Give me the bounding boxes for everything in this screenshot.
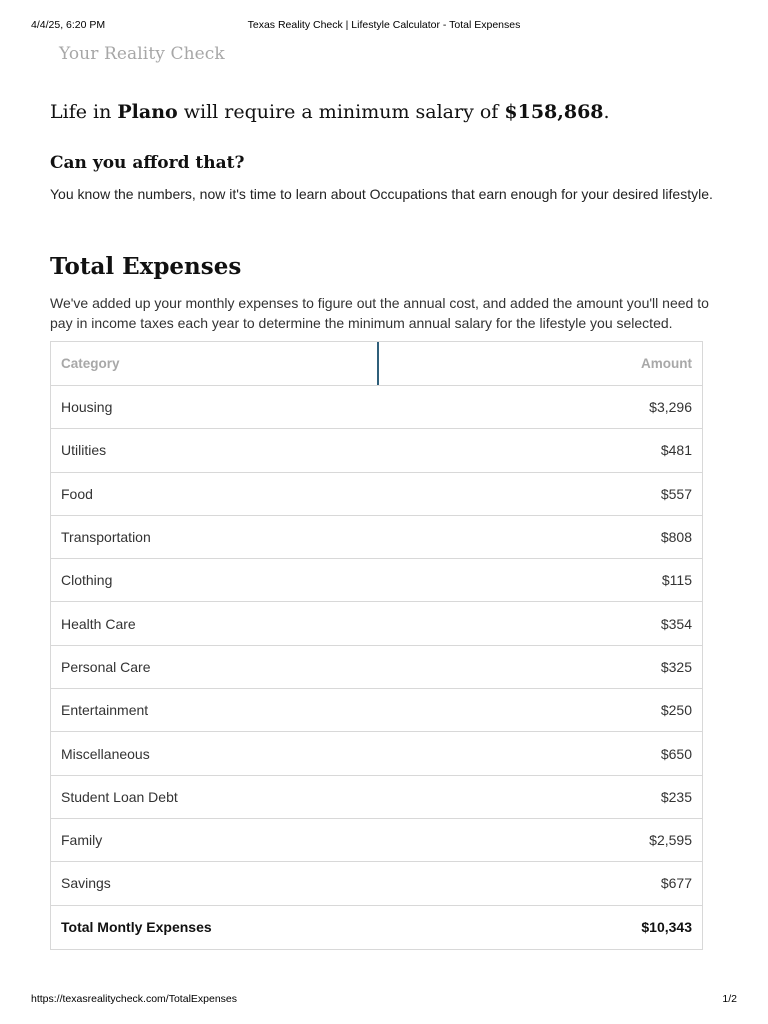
table-row <box>51 386 702 429</box>
row-category: Housing <box>61 399 113 416</box>
print-page-number: 1/2 <box>722 993 737 1005</box>
table-header-row <box>51 342 702 386</box>
row-amount: $2,595 <box>649 832 692 849</box>
row-category: Entertainment <box>61 702 149 719</box>
row-amount: $650 <box>660 745 692 762</box>
row-category: Transportation <box>61 529 151 546</box>
row-category: Student Loan Debt <box>61 788 178 805</box>
headline-suffix: . <box>603 101 610 123</box>
headline-city: Plano <box>117 101 178 123</box>
row-category: Health Care <box>61 615 136 632</box>
row-category: Miscellaneous <box>61 745 150 762</box>
table-row <box>51 429 702 472</box>
total-expenses-title: Total Expenses <box>50 253 242 280</box>
table-row <box>51 646 702 689</box>
row-amount: $115 <box>661 572 692 589</box>
print-header <box>31 19 737 33</box>
table-row <box>51 473 702 516</box>
afford-question: Can you afford that? <box>50 153 245 173</box>
headline-prefix: Life in <box>50 101 118 123</box>
table-row <box>51 559 702 602</box>
row-amount: $325 <box>660 658 692 675</box>
afford-text: You know the numbers, now it's time to learn about Occupations that earn enough for your desired lifestyle. <box>50 186 713 202</box>
column-header-amount[interactable]: Amount <box>641 356 692 371</box>
row-amount: $354 <box>660 615 692 632</box>
total-amount: $10,343 <box>641 919 692 936</box>
table-row <box>51 602 702 645</box>
row-amount: $481 <box>660 442 692 459</box>
table-row <box>51 516 702 559</box>
headline-salary: $158,868 <box>504 101 604 123</box>
row-category: Family <box>61 832 103 849</box>
row-category: Food <box>61 485 93 502</box>
total-expenses-description: We've added up your monthly expenses to figure out the annual cost, and added the amount you'll need to pay in income taxes each year to determine the minimum annual salary for the lifestyle you selected. <box>50 295 709 331</box>
table-row <box>51 819 702 862</box>
total-label: Total Montly Expenses <box>61 919 212 936</box>
row-category: Personal Care <box>61 658 151 675</box>
row-category: Savings <box>61 875 111 892</box>
row-amount: $557 <box>660 485 692 502</box>
row-amount: $808 <box>660 529 692 546</box>
print-date: 4/4/25, 6:20 PM <box>31 19 106 31</box>
row-amount: $250 <box>660 702 692 719</box>
column-header-category[interactable]: Category <box>61 356 120 371</box>
table-row <box>51 689 702 732</box>
expenses-table <box>50 341 703 950</box>
table-total-row <box>51 906 702 949</box>
row-category: Utilities <box>61 442 107 459</box>
row-category: Clothing <box>61 572 113 589</box>
site-brand-link[interactable]: Your Reality Check <box>59 44 225 64</box>
print-document-title: Texas Reality Check | Lifestyle Calculator - Total Expenses <box>247 19 521 31</box>
column-resize-divider[interactable] <box>377 342 379 385</box>
table-row <box>51 862 702 905</box>
row-amount: $677 <box>660 875 692 892</box>
row-amount: $235 <box>660 788 692 805</box>
salary-headline <box>50 101 610 123</box>
table-row <box>51 732 702 775</box>
table-row <box>51 776 702 819</box>
print-url: https://texasrealitycheck.com/TotalExpenses <box>31 993 238 1005</box>
row-amount: $3,296 <box>649 399 692 416</box>
print-footer <box>31 993 737 1007</box>
headline-middle: will require a minimum salary of <box>177 101 505 123</box>
